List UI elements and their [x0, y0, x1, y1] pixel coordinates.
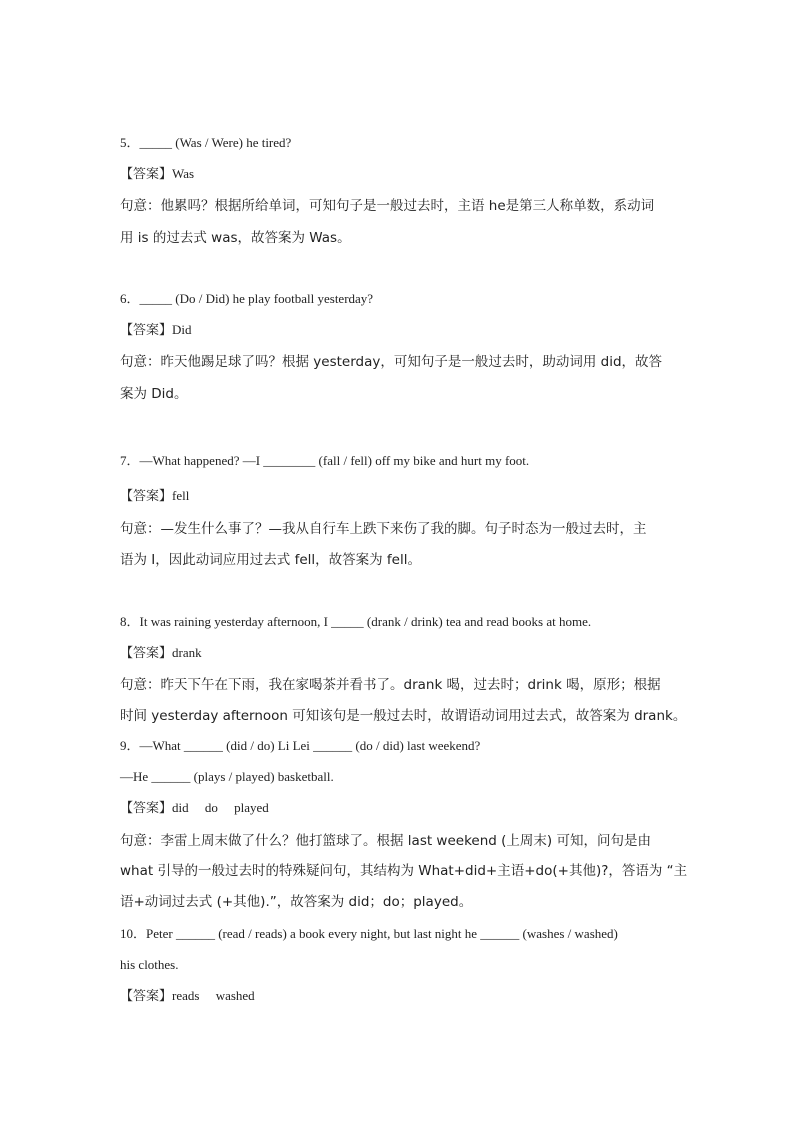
question-7: 7．—What happened? —I ________ (fall / fell) off my bike and hurt my foot. [120, 453, 530, 468]
answer-7 [120, 487, 680, 506]
explanation-6-line-1: 句意：昨天他踢足球了吗？根据 yesterday，可知句子是一般过去时，助动词用 did，故答 [120, 354, 663, 370]
answer-8 [120, 644, 680, 663]
answer-5 [120, 165, 680, 184]
question-9-line-2: —He ______ (plays / played) basketball. [120, 769, 334, 784]
answer-10 [120, 987, 680, 1006]
explanation-7-line-1: 句意：—发生什么事了？—我从自行车上跌下来伤了我的脚。句子时态为一般过去时，主 [120, 521, 647, 537]
explanation-8-line-2: 时间 yesterday afternoon 可知该句是一般过去时，故谓语动词用过去式，故答案为 drank。 [120, 708, 687, 724]
answer-label: 【答案】 [120, 989, 173, 1004]
question-5: 5．_____ (Was / Were) he tired? [120, 135, 292, 150]
question-10: 10．Peter ______ (read / reads) a book every night, but last night he ______ (washes / washed) [120, 926, 618, 941]
answer-value: fell [172, 488, 190, 503]
explanation-6-line-2: 案为 Did。 [120, 386, 188, 402]
question-8: 8．It was raining yesterday afternoon, I _____ (drank / drink) tea and read books at home. [120, 614, 592, 629]
explanation-5-line-1: 句意：他累吗？根据所给单词，可知句子是一般过去时，主语 he是第三人称单数，系动词 [120, 198, 655, 214]
answer-label: 【答案】 [120, 489, 173, 504]
question-6: 6．_____ (Do / Did) he play football yesterday? [120, 291, 374, 306]
answer-value: did do played [172, 800, 269, 815]
question-10-line-2: his clothes. [120, 957, 179, 972]
explanation-7-line-2: 语为 I，因此动词应用过去式 fell，故答案为 fell。 [120, 552, 421, 568]
answer-9 [120, 799, 680, 818]
answer-6 [120, 321, 680, 340]
answer-label: 【答案】 [120, 801, 173, 816]
answer-value: drank [172, 645, 202, 660]
answer-label: 【答案】 [120, 646, 173, 661]
answer-label: 【答案】 [120, 167, 173, 182]
explanation-8-line-1: 句意：昨天下午在下雨，我在家喝茶并看书了。drank 喝，过去时；drink 喝，原形；根据 [120, 677, 661, 693]
answer-value: Was [172, 166, 195, 181]
question-9: 9．—What ______ (did / do) Li Lei ______ (do / did) last weekend? [120, 738, 481, 753]
answer-value: reads washed [172, 988, 255, 1003]
answer-label: 【答案】 [120, 323, 173, 338]
explanation-9-line-2: what 引导的一般过去时的特殊疑问句，其结构为 What+did+主语+do(+其他)?，答语为 “主 [120, 863, 688, 879]
explanation-9-line-3: 语+动词过去式 (+其他).”，故答案为 did；do；played。 [120, 894, 473, 910]
answer-value: Did [172, 322, 192, 337]
explanation-5-line-2: 用 is 的过去式 was，故答案为 Was。 [120, 230, 351, 246]
explanation-9-line-1: 句意：李雷上周末做了什么？他打篮球了。根据 last weekend (上周末) 可知，问句是由 [120, 833, 651, 849]
